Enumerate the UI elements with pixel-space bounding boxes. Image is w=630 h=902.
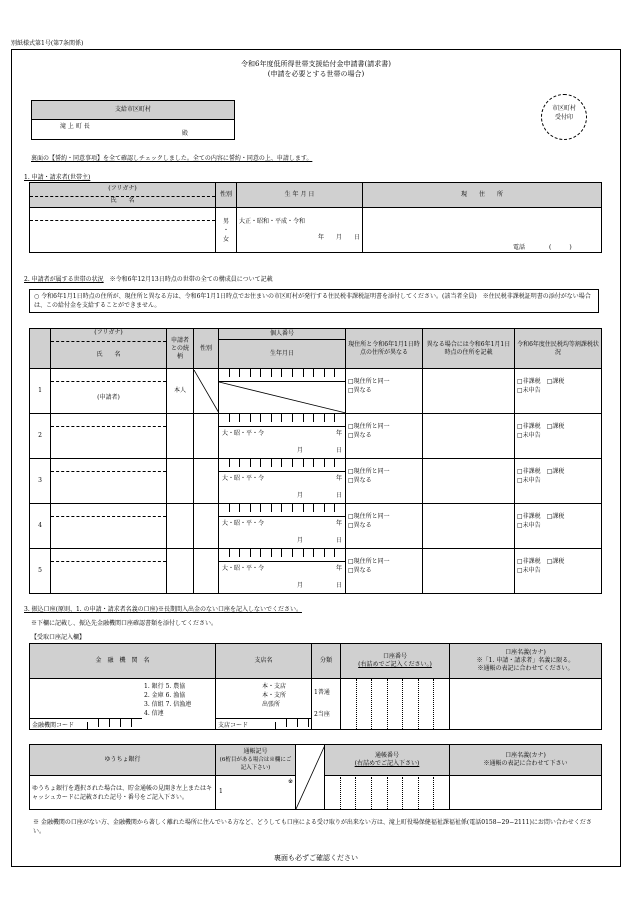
mynumber-boxes[interactable] — [219, 549, 345, 562]
account-number-field[interactable] — [341, 679, 450, 730]
household-rows — [30, 369, 602, 594]
footer-note: ※ 金融機関の口座がない方、金融機関から著しく離れた場所に住んでいる方など、どうしても口座による受け取りが出来ない方は、滝上町役場保健福祉課福祉係(電話0158−29−2111)にお問い合わせください。 — [33, 819, 592, 835]
member-relation-field[interactable]: 本人 — [167, 369, 194, 414]
address-same-check[interactable]: □現住所と同一 □異なる — [346, 369, 423, 414]
branch-field[interactable] — [216, 679, 312, 730]
yucho-description: ゆうちょ銀行を選択された場合は、貯金通帳の見開き左上またはキャッシュカードに記載された記号・番号をご記入下さい。 — [30, 776, 216, 810]
bank-type-options: 1. 銀行 5. 農協 2. 金庫 6. 漁協 3. 信組 7. 信漁連 4. 信連 — [144, 683, 192, 717]
member-mynumber-dob[interactable]: 大・昭・平・令 年 月 日 — [219, 414, 346, 459]
mynumber-boxes[interactable] — [219, 369, 345, 382]
address-same-check[interactable]: □現住所と同一 □異なる — [346, 549, 423, 594]
row-number: 4 — [30, 504, 51, 549]
tax-status-check[interactable]: □非課税 □課税 □未申告 — [515, 504, 602, 549]
member-relation-field[interactable] — [167, 504, 194, 549]
yucho-holder-field[interactable] — [450, 776, 602, 810]
recipient-box — [31, 100, 235, 140]
recipient-name: 滝 上 町 長 — [60, 123, 90, 130]
form-title: 令和6年度低所得世帯支援給付金申請書(請求書) — [241, 60, 391, 68]
recipient-label: 支給市区町村 — [32, 101, 235, 120]
recipient-name-cell — [32, 120, 235, 140]
section-2-notice: ○ 令和6年1月1日時点の住所が、現住所と異なる方は、令和6年1月1日時点でお住まいの市区町村が発行する住民税非課税証明書を添付してください。(該当者全員) ※住民税非課税証明書の添付がない場合は、この給付金を支給することができません。 — [29, 289, 599, 313]
member-sex-field[interactable] — [194, 414, 219, 459]
household-row — [30, 459, 602, 504]
row-number: 1 — [30, 369, 51, 414]
household-row — [30, 549, 602, 594]
member-name-field[interactable] — [51, 504, 167, 549]
tax-status-check[interactable]: □非課税 □課税 □未申告 — [515, 459, 602, 504]
member-sex-field[interactable] — [194, 369, 219, 414]
household-row — [30, 369, 602, 414]
member-relation-field[interactable] — [167, 549, 194, 594]
applicant-name-field[interactable] — [30, 208, 216, 253]
applicant-dob[interactable]: 大正・昭和・平成・令和 年 月 日 — [237, 208, 363, 253]
member-relation-field[interactable] — [167, 414, 194, 459]
bank-code-field[interactable]: 金融機関コード — [30, 718, 142, 729]
tax-status-check[interactable]: □非課税 □課税 □未申告 — [515, 549, 602, 594]
section-3-note: ※下欄に記載し、振込先金融機関口座確認書類を添付してください。 — [31, 620, 218, 627]
yucho-table: ゆうちょ銀行 通帳記号 (6桁目がある場合は※欄にご記入下さい) 通帳番号 (右詰めでご記入下さい) 口座名義(カナ) ※通帳の表記に合わせて下さい ゆうちょ銀行を選択された場合は、貯金通帳の見開き左上またはキャッシュカードに記載された記号・番号をご記入下さい。 1 ※ — [29, 744, 602, 810]
applicant-address[interactable]: 電話 ( ) — [363, 208, 602, 253]
section-1-heading: 1. 申請・請求者(世帯主) — [24, 174, 91, 181]
household-row — [30, 414, 602, 459]
reception-stamp: 市区町村 受付印 — [541, 94, 587, 140]
tax-status-check[interactable]: □非課税 □課税 □未申告 — [515, 369, 602, 414]
member-relation-field[interactable] — [167, 459, 194, 504]
member-mynumber-dob[interactable]: 大・昭・平・令 年 月 日 — [219, 504, 346, 549]
mynumber-boxes[interactable] — [219, 459, 345, 472]
bank-name-field[interactable] — [30, 679, 216, 730]
branch-code-field[interactable]: 支店コード — [216, 718, 312, 729]
row-number: 2 — [30, 414, 51, 459]
address-same-check[interactable]: □現住所と同一 □異なる — [346, 459, 423, 504]
member-sex-field[interactable] — [194, 504, 219, 549]
account-holder-field[interactable] — [450, 679, 602, 730]
mynumber-boxes[interactable] — [219, 504, 345, 517]
tax-status-check[interactable]: □非課税 □課税 □未申告 — [515, 414, 602, 459]
member-name-field[interactable]: (申請者) — [51, 369, 167, 414]
member-mynumber-dob[interactable]: 大・昭・平・令 年 月 日 — [219, 459, 346, 504]
member-name-field[interactable] — [51, 549, 167, 594]
branch-type-options: 本・支店 本・支所 出張所 — [262, 683, 287, 708]
sex-diagonal — [194, 370, 219, 413]
section-2-heading: 2. 申請者が属する世帯の状況 ※令和6年12月13日時点の世帯の全ての構成員について記載 — [24, 276, 273, 283]
previous-address-field[interactable] — [423, 504, 515, 549]
address-same-check[interactable]: □現住所と同一 □異なる — [346, 414, 423, 459]
account-type[interactable]: 1普通 2当座 — [312, 679, 341, 730]
applicant-table: (フリガナ) 氏 名 性別 生 年 月 日 現 住 所 男 ・ 女 大正・昭和・平成・令和 年 月 日 電話 ( ) — [29, 182, 602, 253]
member-mynumber-dob[interactable]: 大・昭・平・令 年 月 日 — [219, 549, 346, 594]
member-name-field[interactable] — [51, 414, 167, 459]
household-table: (フリガナ) 氏 名 申請者との続柄 性別 個人番号 現住所と令和6年1月1日時点の住所が異なる 異なる場合には令和6年1月1日時点の住所を記載 令和6年度住民税均等割課税状況 生年月日 1 (申請者) 本人 □現住所と同一 □異なる □非課税 □課税 □未申告 2 大・昭・平・令 年 月 日 □現住所と同一 □異なる □非課税 □課税 □未申告 3 大・昭・平・令 年 月 日 □現住所と同一 □異なる □非課税 □課税 □未申告 4 大・昭・平・令 年 月 日 □現住所と同一 □異なる □非課税 □課税 □未申告 5 大・昭・平・令 年 月 日 □現住所と同一 □異なる □非課税 □課税 □未申告 — [29, 328, 602, 594]
section-3-heading: 3. 振込口座(原則、1. の申請・請求者名義の口座)※長期間入出金のない口座を記入しないでください。 — [24, 606, 302, 613]
previous-address-field[interactable] — [423, 369, 515, 414]
mynumber-boxes[interactable] — [219, 414, 345, 427]
previous-address-field[interactable] — [423, 549, 515, 594]
dob-diagonal — [219, 382, 346, 413]
back-page-reminder: 裏面も必ずご確認ください — [274, 854, 358, 862]
yucho-symbol-field[interactable]: 1 ※ — [216, 776, 296, 810]
form-subtitle: (申請を必要とする世帯の場合) — [267, 70, 365, 78]
row-number: 5 — [30, 549, 51, 594]
consent-text: 裏面の【誓約・同意事項】を全て確認しチェックしました。全ての内容に誓約・同意の上、申請します。 — [31, 155, 313, 162]
yucho-diagonal — [296, 745, 325, 809]
member-sex-field[interactable] — [194, 459, 219, 504]
applicant-sex[interactable]: 男 ・ 女 — [216, 208, 237, 253]
previous-address-field[interactable] — [423, 414, 515, 459]
address-same-check[interactable]: □現住所と同一 □異なる — [346, 504, 423, 549]
household-row — [30, 504, 602, 549]
member-sex-field[interactable] — [194, 549, 219, 594]
bank-label: 【受取口座記入欄】 — [31, 634, 86, 641]
form-id: 別紙様式第1号(第7条関係) — [11, 40, 84, 47]
member-mynumber-dob[interactable] — [219, 369, 346, 414]
bank-table: 金 融 機 関 名 支店名 分類 口座番号 (右詰めでご記入ください。) 口座名義(カナ) ※「1. 申請・請求者」名義に限る。 ※通帳の表記に合わせてください。 1. 銀行 5. 農協 2. 金庫 6. 漁協 3. 信組 7. 信漁連 4. 信連 金融機関コード 本・支店 本・支所 出張所 支店コード 1普通 2当座 — [29, 643, 602, 730]
row-number: 3 — [30, 459, 51, 504]
member-name-field[interactable] — [51, 459, 167, 504]
recipient-honorific: 殿 — [182, 130, 189, 137]
previous-address-field[interactable] — [423, 459, 515, 504]
yucho-number-field[interactable] — [325, 776, 450, 810]
